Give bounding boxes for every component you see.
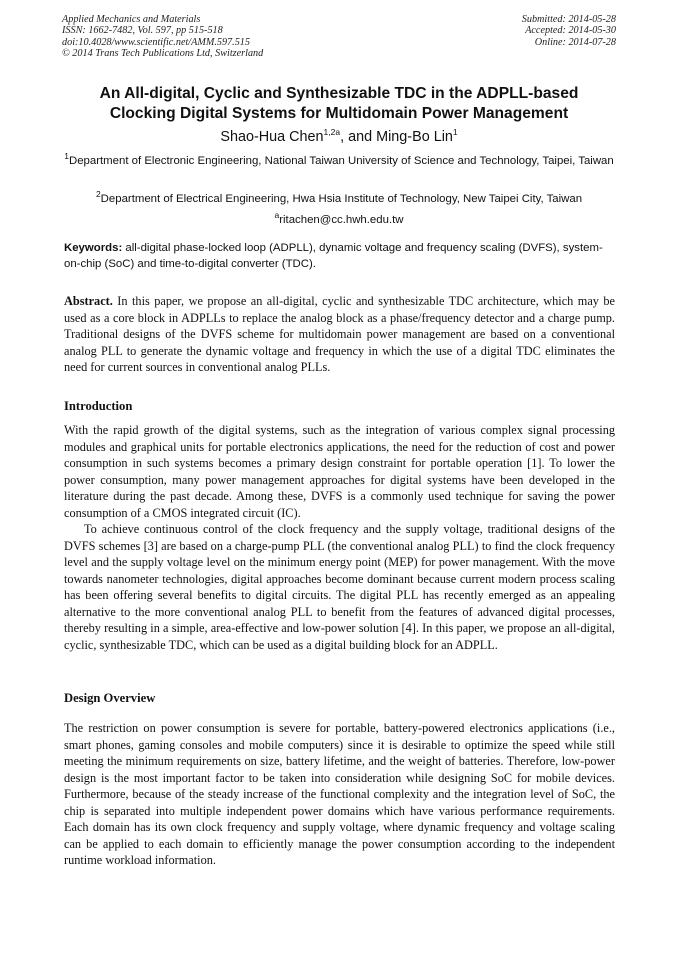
submission-dates xyxy=(522,14,616,48)
online-date: Online: 2014-07-28 xyxy=(534,36,616,48)
accepted-date: Accepted: 2014-05-30 xyxy=(525,25,616,37)
journal-info xyxy=(62,14,263,60)
author-connector: , and xyxy=(340,129,377,145)
author-1-name: Shao-Hua Chen xyxy=(220,129,324,145)
section-heading-design-overview: Design Overview xyxy=(64,691,156,705)
journal-name: Applied Mechanics and Materials xyxy=(62,14,201,25)
affiliation-2 xyxy=(50,191,628,208)
corresponding-email xyxy=(40,212,638,228)
section-heading-introduction: Introduction xyxy=(64,399,133,413)
abstract-block xyxy=(64,293,615,376)
abstract-label: Abstract. xyxy=(64,294,113,308)
author-2-name: Ming-Bo Lin xyxy=(376,129,453,145)
journal-copyright: © 2014 Trans Tech Publications Ltd, Switzerland xyxy=(62,48,264,60)
affiliation-2-text: Department of Electrical Engineering, Hwa Hsia Institute of Technology, New Taipei City, Taiwan xyxy=(100,193,583,205)
email-mark: a xyxy=(274,210,280,221)
introduction-paragraph-2: To achieve continuous control of the clock frequency and the supply voltage, traditional designs of the DVFS schemes [3] are based on a charge-pump PLL (the conventional analog PLL) to find the clock frequency level and the supply voltage level on the minimum energy point (MEP) for power management. With the move towards nanometer technologies, digital approaches become dominant because current modern process scaling has been offering several benefits to digital circuits. The digital PLL has recently emerged as an appealing alternative to the more conventional analog PLL to benefit from the features of advanced digital processes, thereby resulting in a simple, area-effective and low-power solution [4]. In this paper, we propose an all-digital, cyclic, synthesizable TDC, which can be used as a digital building block for an ADPLL. xyxy=(64,522,615,652)
keywords-text: all-digital phase-locked loop (ADPLL), dynamic voltage and frequency scaling (DVFS), system-on-chip (SoC) and time-to-digital converter (TDC). xyxy=(64,242,603,271)
title-line-2: Clocking Digital Systems for Multidomain Power Management xyxy=(109,104,569,122)
journal-doi: doi:10.4028/www.scientific.net/AMM.597.515 xyxy=(62,36,250,48)
paper-title xyxy=(40,84,638,123)
author-list xyxy=(40,128,638,146)
affiliation-2-mark: 2 xyxy=(95,189,101,200)
affiliation-1 xyxy=(50,153,628,170)
keywords-block xyxy=(64,240,615,273)
introduction-paragraph-1: With the rapid growth of the digital systems, such as the integration of various complex signal processing modules and graphical units for portable electronics applications, the need for the reduction of cost and power consumption in such systems becomes a primary design constraint for portable operation [1]. To lower the power consumption, many power management approaches for digital systems have been developed in the literature during the past decade. Among these, DVFS is a commonly used technique for saving the power consumption of a CMOS integrated circuit (IC). xyxy=(64,423,615,520)
email-address: ritachen@cc.hwh.edu.tw xyxy=(279,214,404,226)
abstract-text: In this paper, we propose an all-digital, cyclic and synthesizable TDC architecture, which may be used as a core block in ADPLLs to replace the analog block as a phase/frequency detector and a charge pump. Traditional designs of the DVFS scheme for multidomain power management are based on a conventional analog PLL to generate the dynamic voltage and frequency in which the use of a digital TDC eliminates the need for current sources in conventional analog PLLs. xyxy=(64,294,615,374)
author-2-affiliation-mark: 1 xyxy=(452,127,458,138)
keywords-label: Keywords: xyxy=(64,242,123,254)
author-1-affiliation-mark: 1,2a xyxy=(323,127,341,138)
title-line-1: An All-digital, Cyclic and Synthesizable TDC in the ADPLL-based xyxy=(99,85,579,102)
journal-issn: ISSN: 1662-7482, Vol. 597, pp 515-518 xyxy=(62,25,223,37)
affiliation-1-mark: 1 xyxy=(64,151,69,162)
design-overview-paragraph-1: The restriction on power consumption is severe for portable, battery-powered electronics applications (i.e., smart phones, gaming consoles and mobile computers) since it is desirable to optimize the speed while still meeting the minimum requirements on size, battery lifetime, and the weight of batteries. Therefore, low-power design is the most important factor to be taken into consideration while designing SoC for mobile devices. Furthermore, because of the steady increase of the functional complexity and the integration level of SoC, the chip is separated into multiple independent power domains which have various performance requirements. Each domain has its own clock frequency and supply voltage, where dynamic frequency and voltage scaling can be applied to each domain to efficiently manage the power consumption according to the independent runtime workload information. xyxy=(64,721,615,867)
submitted-date: Submitted: 2014-05-28 xyxy=(521,14,616,25)
affiliation-1-text: Department of Electronic Engineering, National Taiwan University of Science and Technology, Taipei, Taiwan xyxy=(68,155,614,167)
